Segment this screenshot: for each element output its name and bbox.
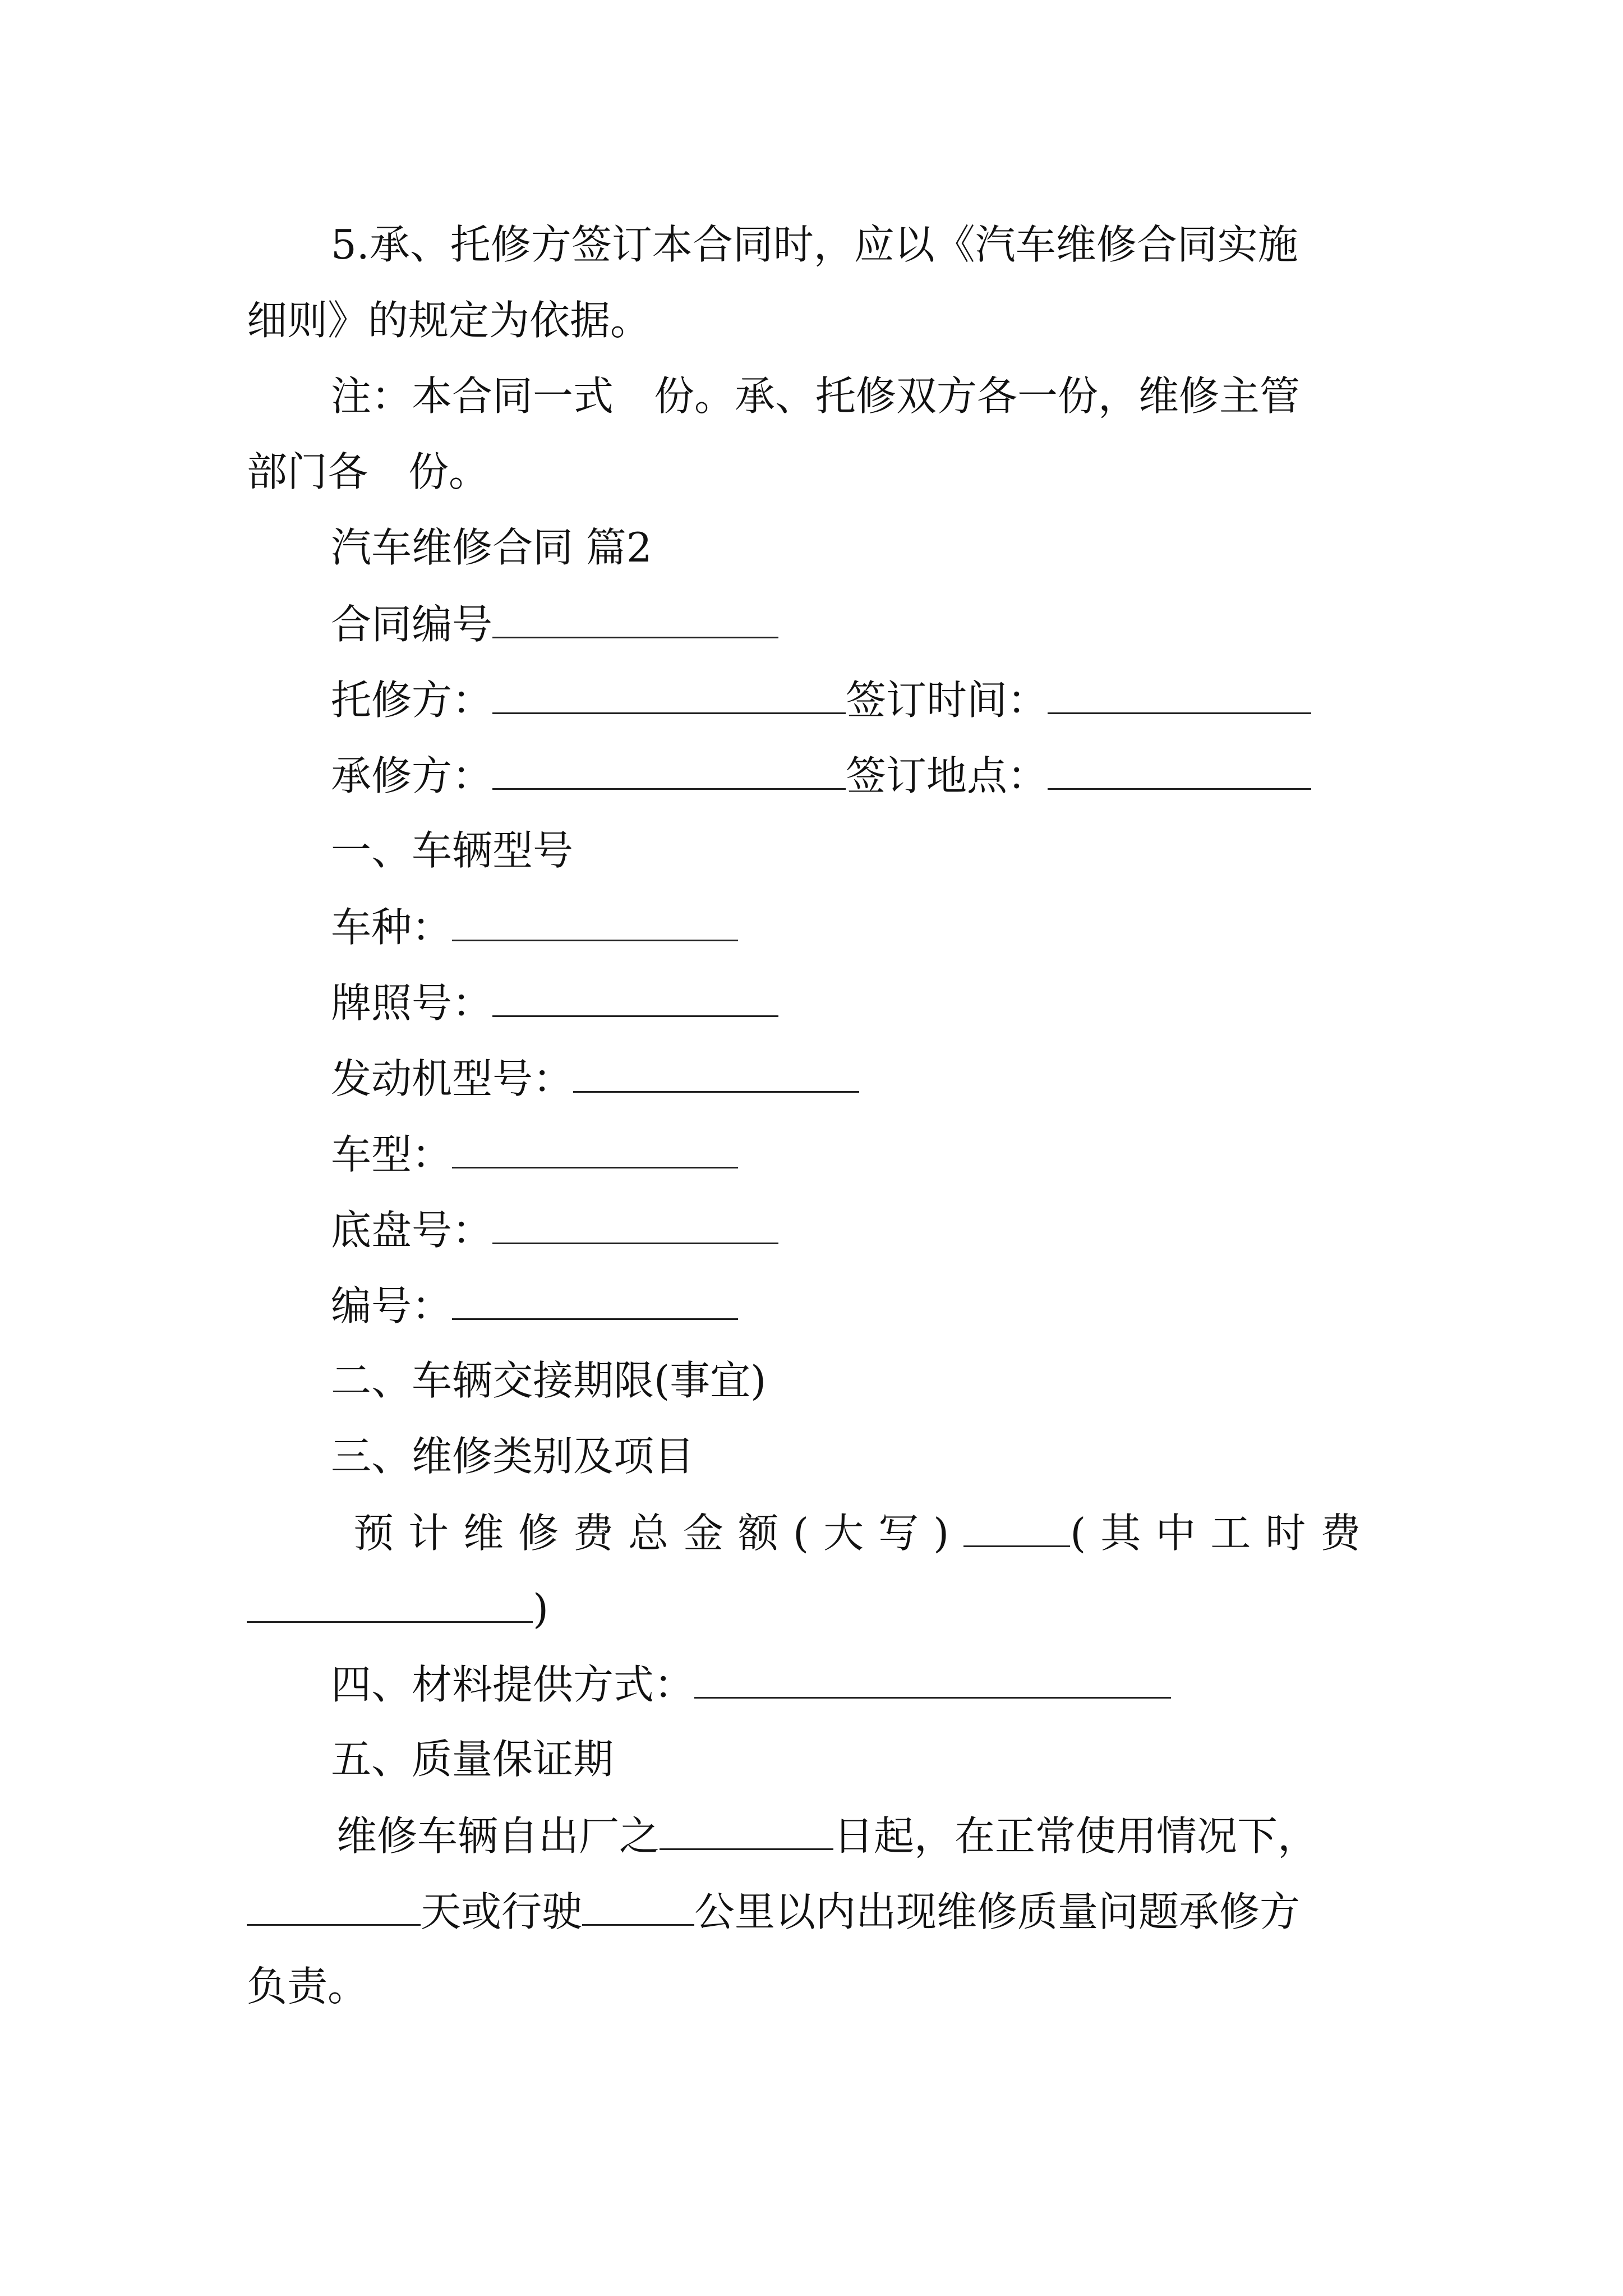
serial-blank[interactable] bbox=[452, 1285, 738, 1320]
serial-row bbox=[331, 1282, 738, 1329]
engine-label: 发动机型号： bbox=[331, 1055, 574, 1102]
plate-row bbox=[331, 979, 778, 1027]
chassis-label: 底盘号： bbox=[331, 1207, 493, 1254]
vehicle-type-blank[interactable] bbox=[452, 906, 738, 941]
engine-row bbox=[331, 1055, 859, 1102]
clause-5-line-2: 细则》的规定为依据。 bbox=[247, 297, 651, 344]
clause-5-line-1: 5.承、托修方签订本合同时，应以《汽车维修合同实施 bbox=[331, 221, 1298, 268]
note-line-2: 部门各 份。 bbox=[247, 448, 490, 495]
plate-label: 牌照号： bbox=[331, 979, 493, 1027]
chassis-blank[interactable] bbox=[492, 1209, 778, 1244]
fee-row bbox=[353, 1510, 1376, 1557]
consignor-row bbox=[331, 677, 1311, 724]
contract-no-blank[interactable] bbox=[492, 603, 778, 638]
warranty-text-c: 天或行驶 bbox=[421, 1888, 583, 1935]
fee-text-b: (其中工时费 bbox=[1070, 1510, 1376, 1557]
labor-fee-blank[interactable] bbox=[247, 1588, 533, 1623]
sign-place-blank[interactable] bbox=[1048, 754, 1311, 790]
warranty-line-3: 负责。 bbox=[247, 1963, 368, 2010]
note-line-1: 注：本合同一式 份。承、托修双方各一份，维修主管 bbox=[331, 372, 1301, 420]
km-blank[interactable] bbox=[582, 1890, 694, 1926]
heading-repair-category: 三、维修类别及项目 bbox=[331, 1433, 695, 1480]
warranty-text-d: 公里以内出现维修质量问题承修方 bbox=[694, 1888, 1301, 1935]
contractor-blank[interactable] bbox=[492, 754, 846, 790]
section-title: 汽车维修合同 篇2 bbox=[331, 524, 652, 571]
plate-blank[interactable] bbox=[492, 982, 778, 1017]
warranty-text-b: 日起，在正常使用情况下， bbox=[833, 1812, 1318, 1860]
model-row bbox=[331, 1131, 738, 1178]
warranty-text-a: 维修车辆自出厂之 bbox=[336, 1812, 660, 1860]
sign-time-label: 签订时间： bbox=[846, 677, 1048, 724]
serial-label: 编号： bbox=[331, 1282, 453, 1329]
fee-continuation-row bbox=[247, 1585, 549, 1632]
heading-handover: 二、车辆交接期限(事宜) bbox=[331, 1357, 767, 1404]
material-blank[interactable] bbox=[694, 1663, 1171, 1699]
heading-warranty: 五、质量保证期 bbox=[331, 1736, 614, 1783]
heading-vehicle-model: 一、车辆型号 bbox=[331, 827, 574, 874]
contract-no-row bbox=[331, 601, 778, 648]
fee-total-blank[interactable] bbox=[963, 1512, 1070, 1547]
warranty-line-2 bbox=[247, 1888, 1301, 1935]
sign-time-blank[interactable] bbox=[1048, 679, 1311, 714]
chassis-row bbox=[331, 1207, 778, 1254]
engine-blank[interactable] bbox=[573, 1057, 859, 1093]
material-row bbox=[331, 1661, 1171, 1708]
consignor-blank[interactable] bbox=[492, 679, 846, 714]
model-blank[interactable] bbox=[452, 1133, 738, 1168]
vehicle-type-row bbox=[331, 904, 738, 951]
days-blank[interactable] bbox=[247, 1890, 421, 1926]
consignor-label: 托修方： bbox=[331, 677, 493, 724]
warranty-line-1 bbox=[336, 1812, 1318, 1860]
contractor-row bbox=[331, 752, 1311, 799]
contractor-label: 承修方： bbox=[331, 752, 493, 799]
fee-text-a: 预计维修费总金额(大写) bbox=[353, 1510, 964, 1557]
material-label: 四、材料提供方式： bbox=[331, 1661, 695, 1708]
contract-no-label: 合同编号 bbox=[331, 601, 493, 648]
factory-date-blank[interactable] bbox=[660, 1815, 833, 1850]
model-label: 车型： bbox=[331, 1131, 453, 1178]
close-paren: ) bbox=[533, 1585, 549, 1632]
sign-place-label: 签订地点： bbox=[846, 752, 1048, 799]
vehicle-type-label: 车种： bbox=[331, 904, 453, 951]
